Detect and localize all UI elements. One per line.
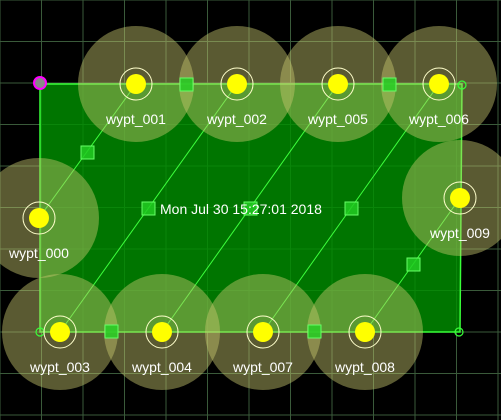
waypoint-marker[interactable] <box>227 74 247 94</box>
waypoint-marker[interactable] <box>355 322 375 342</box>
waypoint-marker[interactable] <box>429 74 449 94</box>
waypoint-marker[interactable] <box>50 322 70 342</box>
edge-midpoint-handle[interactable] <box>142 202 155 215</box>
edge-midpoint-handle[interactable] <box>81 146 94 159</box>
waypoint-marker[interactable] <box>328 74 348 94</box>
waypoint-label: wypt_000 <box>9 245 69 261</box>
waypoint-label: wypt_002 <box>207 111 267 127</box>
waypoint-label: wypt_009 <box>430 225 490 241</box>
waypoint-label: wypt_004 <box>132 359 192 375</box>
waypoint-marker[interactable] <box>253 322 273 342</box>
waypoint-marker[interactable] <box>29 208 49 228</box>
edge-midpoint-handle[interactable] <box>407 258 420 271</box>
origin-vertex-handle[interactable] <box>34 77 46 89</box>
waypoint-label: wypt_007 <box>233 359 293 375</box>
edge-midpoint-handle[interactable] <box>105 325 118 338</box>
waypoint-label: wypt_008 <box>335 359 395 375</box>
waypoint-label: wypt_003 <box>30 359 90 375</box>
waypoint-label: wypt_001 <box>106 111 166 127</box>
edge-midpoint-handle[interactable] <box>345 202 358 215</box>
waypoint-marker[interactable] <box>152 322 172 342</box>
waypoint-marker[interactable] <box>126 74 146 94</box>
edge-midpoint-handle[interactable] <box>180 78 193 91</box>
waypoint-label: wypt_005 <box>308 111 368 127</box>
waypoint-marker[interactable] <box>450 188 470 208</box>
timestamp-label: Mon Jul 30 15:27:01 2018 <box>160 201 322 217</box>
edge-midpoint-handle[interactable] <box>383 78 396 91</box>
edge-midpoint-handle[interactable] <box>308 325 321 338</box>
waypoint-label: wypt_006 <box>409 111 469 127</box>
